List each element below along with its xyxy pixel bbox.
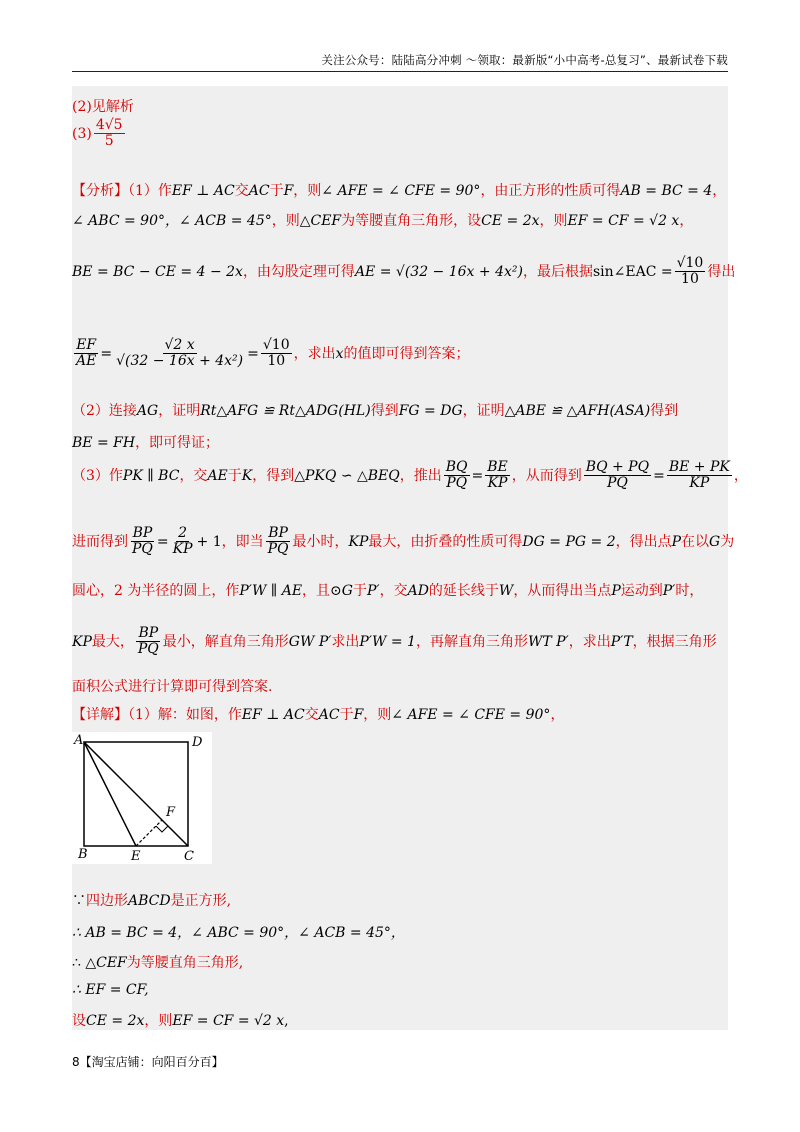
label-e: E [131,849,141,864]
answer-3: (3) $\frac{4√5}{5}$ [72,117,123,150]
label-d: D [192,735,203,750]
solution-content [72,86,748,1030]
analysis-line-2: ∠ ABC = 90°，∠ ACB = 45°，则△CEF为等腰直角三角形，设CE = 2x，则EF = CF = √2 x， [72,213,694,229]
label-f: F [166,805,176,820]
detail-line-1: 【详解】（1）解：如图，作EF ⊥ AC交AC于F，则∠ AFE = ∠ CFE = 90°， [72,707,565,723]
proof-line-3: ∴ △CEF为等腰直角三角形, [72,955,244,971]
analysis-line-6: BE = FH，即可得证； [72,435,220,451]
analysis-line-7: （3）作PK ∥ BC，交AE于K，得到△PKQ ∽ △BEQ，推出 $\frac{BQ}{PQ}$ = $\frac{BE}{KP}$ ，从而得到 $\frac{BQ + PQ}{PQ}$ = $\frac{BE + PK}{KP}$ ， [72,459,748,492]
header-divider [72,71,728,72]
square-figure [72,732,212,864]
label-c: C [184,849,194,864]
page-header: 关注公众号：陆陆高分冲刺 〜领取：最新版“小中高考-总复习”、最新试卷下载 [321,53,728,67]
proof-line-2: ∴ AB = BC = 4，∠ ABC = 90°，∠ ACB = 45°， [72,925,405,941]
proof-line-4: ∴ EF = CF, [72,982,149,998]
label-b: B [78,847,88,862]
proof-line-1: ∵四边形ABCD是正方形, [72,893,232,909]
label-a: A [74,733,84,748]
analysis-line-5: （2）连接AG，证明Rt△AFG ≌ Rt△ADG(HL)得到FG = DG，证明△ABE ≌ △AFH(ASA)得到 [72,403,679,419]
analysis-line-11: 面积公式进行计算即可得到答案. [72,679,273,695]
analysis-line-10: KP最大， $\frac{BP}{PQ}$ 最小，解直角三角形GW P′求出P′W = 1，再解直角三角形WT P′，求出P′T，根据三角形 [72,625,717,658]
answer-2: (2)见解析 [72,99,134,115]
analysis-line-8: 进而得到 $\frac{BP}{PQ}$ = $\frac{2}{KP}$ + 1，即当 $\frac{BP}{PQ}$ 最小时，KP最大，由折叠的性质可得DG = PG = 2，得出点P在以G为 [72,525,735,558]
analysis-line-9: 圆心，2 为半径的圆上，作P′W ∥ AE，且⊙G于P′，交AD的延长线于W，从而得出当点P运动到P′时， [72,583,704,599]
analysis-line-4: $\frac{EF}{AE}$ = $\frac{√2 x}{\text{√(32 − 16x + 4x²)}}$ = $\frac{√10}{10}$ ，求出x的值即可得到答案； [76,337,470,370]
analysis-line-1: 【分析】（1）作EF ⊥ AC交AC于F，则∠ AFE = ∠ CFE = 90°，由正方形的性质可得AB = BC = 4， [72,183,727,199]
page-footer: 8【淘宝店铺：向阳百分百】 [72,1055,224,1069]
analysis-line-3: BE = BC − CE = 4 − 2x，由勾股定理可得AE = √(32 − 16x + 4x²)，最后根据sin∠EAC = $\frac{√10}{10}$ 得出 [72,255,736,288]
proof-line-5: 设CE = 2x，则EF = CF = √2 x, [72,1013,289,1029]
